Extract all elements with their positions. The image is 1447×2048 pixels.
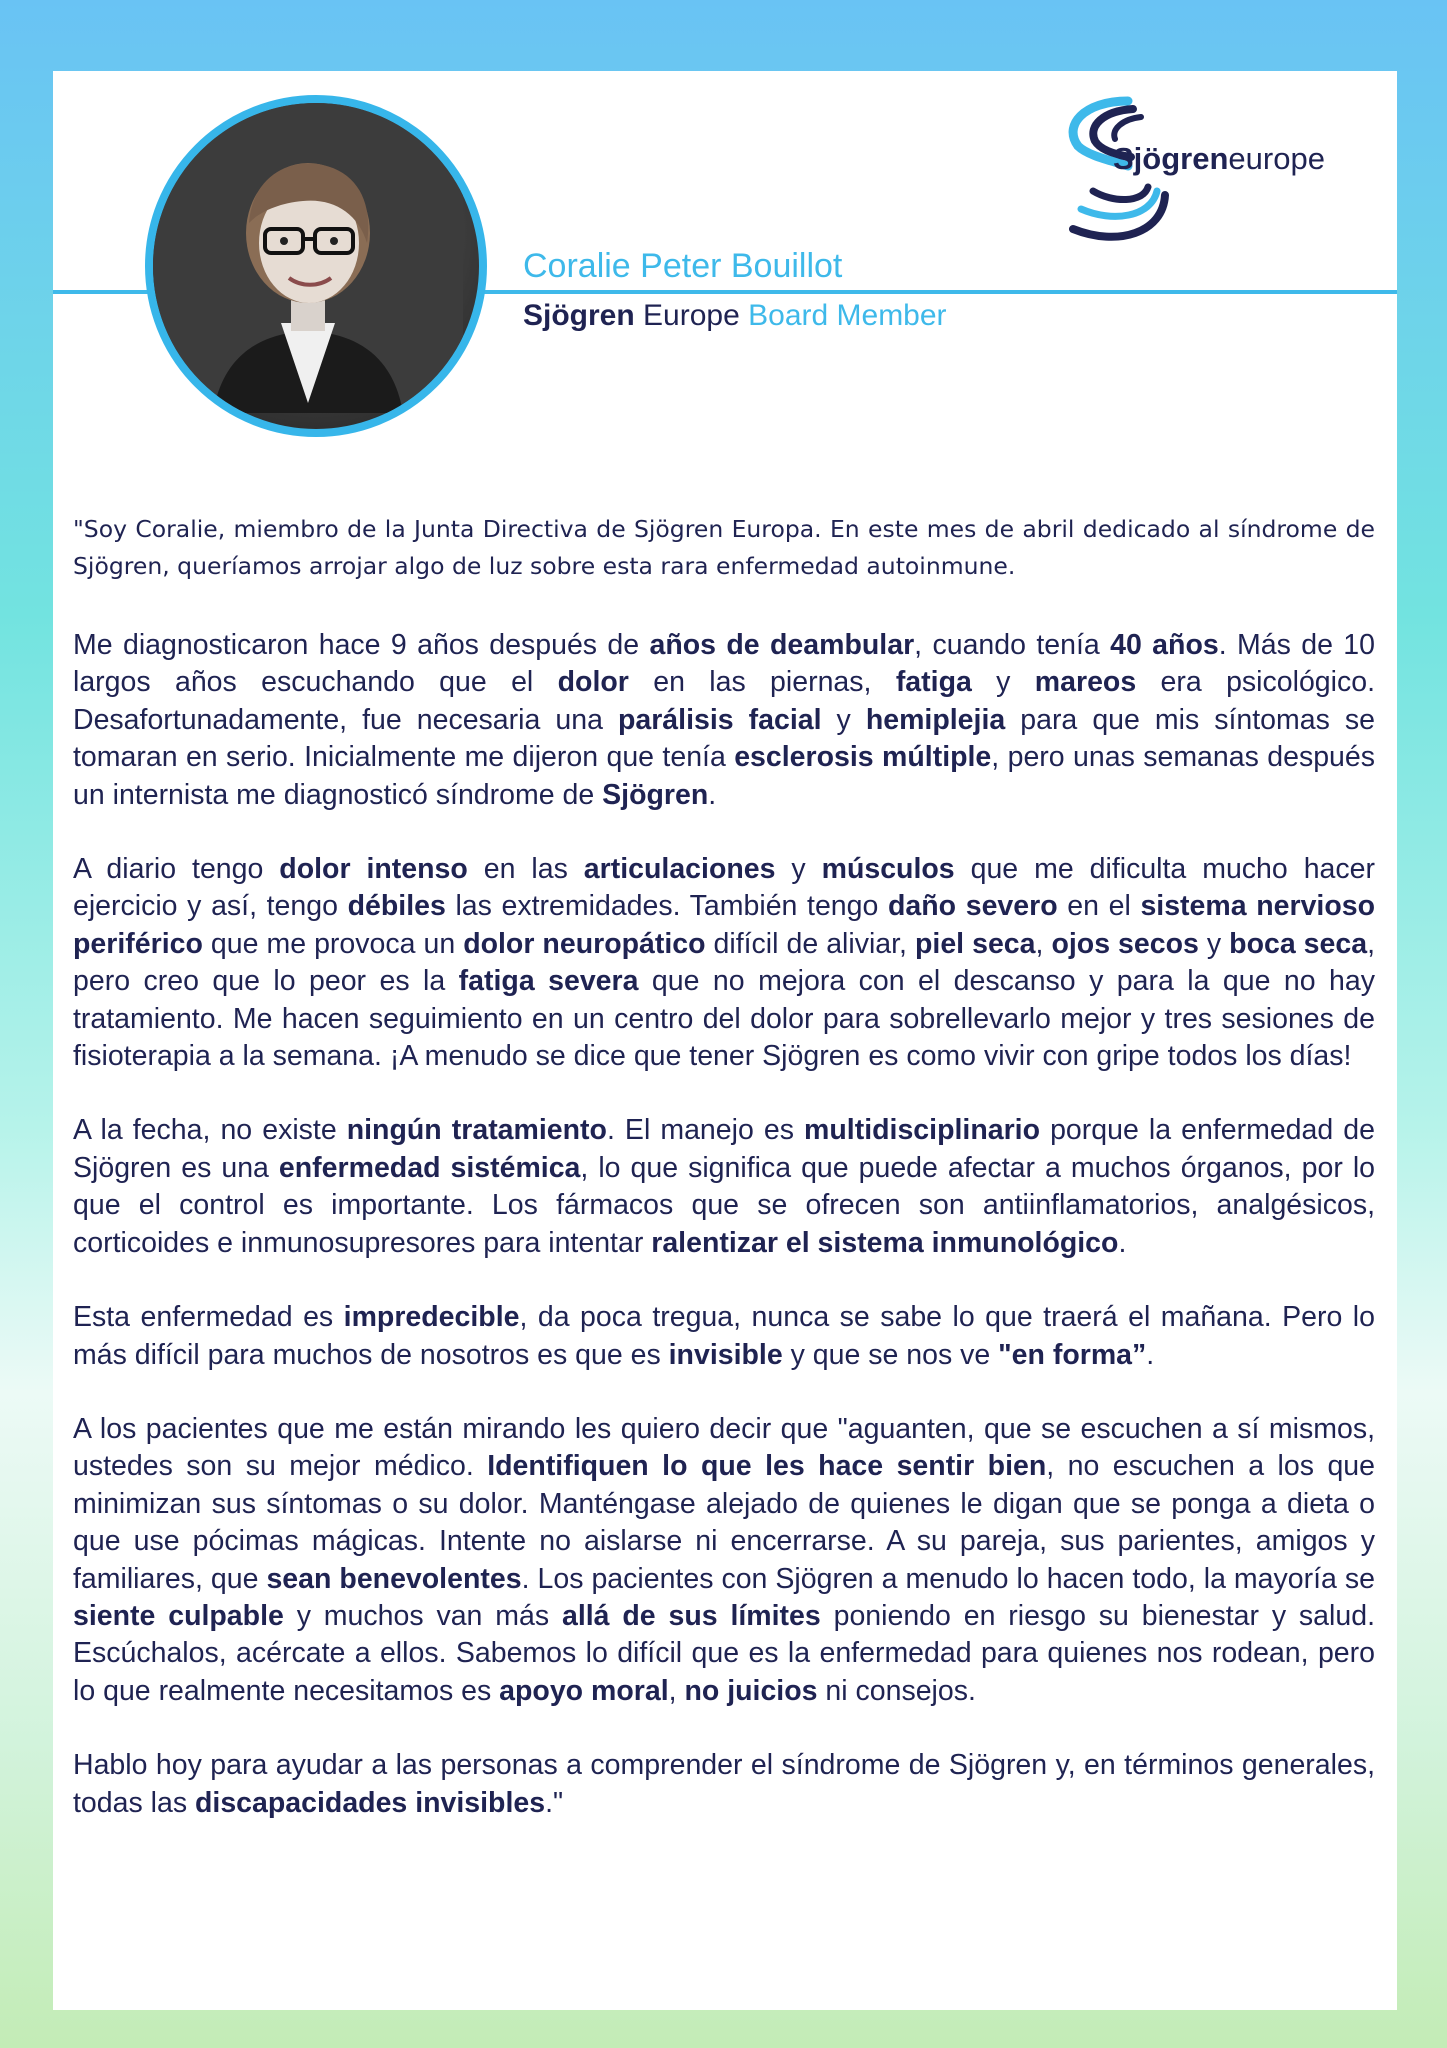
testimonial-body (73, 511, 1375, 1859)
text-run: en las (467, 853, 584, 886)
text-run: . (1118, 1226, 1127, 1259)
bold-text: dolor intenso (279, 853, 468, 886)
body-paragraph (73, 851, 1375, 1075)
paragraphs (73, 627, 1375, 1822)
text-run: y (821, 703, 866, 736)
text-run: porque la enfermedad de Sjögren es una (73, 1114, 1375, 1184)
text-run: . Más de 10 largos años escuchando que el (73, 629, 1376, 699)
text-run: ." (545, 1786, 564, 1819)
text-run: y muchos van más (283, 1599, 562, 1632)
role-org: Sjögren (523, 299, 635, 332)
text-run: . (1146, 1338, 1155, 1371)
text-run: A los pacientes que me están mirando les quiero decir que "aguanten, que se escuchen a sí mismos, ustedes son su mejor médico. (73, 1412, 1375, 1483)
text-run: , da poca tregua, nunca se sabe lo que traerá el mañana. Pero lo más difícil para muchos de nosotros es que es (73, 1301, 1375, 1371)
text-run: Hablo hoy para ayudar a las personas a comprender el síndrome de Sjögren y, en términos generales, todas las (73, 1749, 1375, 1819)
text-run: , cuando tenía (914, 629, 1111, 661)
text-run: era psicológico. Desafortunadamente, fue necesaria una (73, 666, 1375, 736)
bold-text: boca seca (1229, 927, 1368, 960)
bold-text: dolor (557, 666, 629, 699)
bold-text: 40 años (1110, 629, 1219, 661)
body-paragraph (73, 1299, 1375, 1374)
portrait-icon (153, 103, 463, 413)
role-mid: Europe (643, 299, 740, 332)
logo-brand-light: europe (1228, 141, 1325, 176)
body-paragraph (73, 1411, 1375, 1710)
text-run: para que mis síntomas se tomaran en serio. Inicialmente me dijeron que tenía (73, 703, 1375, 774)
bold-text: ralentizar el sistema inmunológico (651, 1226, 1119, 1259)
bold-text: sean benevolentes (266, 1562, 522, 1595)
bold-text: músculos (821, 853, 955, 886)
text-run: Esta enfermedad es (73, 1301, 344, 1334)
bold-text: años de deambular (649, 629, 915, 661)
text-run: difícil de aliviar, (705, 927, 915, 960)
bold-text: Identifiquen lo que les hace sentir bien (487, 1450, 1047, 1483)
text-run: ni consejos. (817, 1674, 976, 1707)
body-paragraph (73, 627, 1375, 814)
text-run: , pero creo que lo peor es la (73, 927, 1376, 998)
text-run: y (775, 853, 822, 886)
bold-text: enfermedad sistémica (278, 1151, 581, 1184)
role-title: Board Member (748, 299, 947, 332)
logo-wordmark (1113, 141, 1325, 177)
bold-text: ningún tratamiento (346, 1114, 607, 1147)
text-run: que me dificulta mucho hacer ejercicio y así, tengo (73, 853, 1375, 923)
text-run: . Los pacientes con Sjögren a menudo lo hacen todo, la mayoría se (521, 1562, 1375, 1595)
text-run: en el (1057, 890, 1141, 923)
person-name: Coralie Peter Bouillot (523, 247, 843, 285)
text-run: , no escuchen a los que minimizan sus síntomas o su dolor. Manténgase alejado de quienes le digan que se ponga a dieta o que use pócimas mágicas. Intente no aislarse ni encerrarse. A su pareja, sus parientes, amigos y familiares, que (73, 1450, 1376, 1595)
text-run: , lo que significa que puede afectar a muchos órganos, por lo que el control es importante. Los fármacos que se ofrecen son antiinflamatorios, analgésicos, corticoides e inmunosupresores para intentar (73, 1151, 1375, 1259)
page-sheet (53, 71, 1397, 2010)
bold-text: parálisis facial (617, 703, 822, 736)
bold-text: dolor neuropático (463, 927, 706, 960)
text-run: y que se nos ve (782, 1338, 999, 1371)
bold-text: "en forma” (998, 1338, 1147, 1371)
text-run: Me diagnosticaron hace 9 años después de (73, 629, 650, 661)
text-run: A diario tengo (73, 853, 280, 886)
bold-text: esclerosis múltiple (734, 741, 992, 774)
bold-text: fatiga severa (458, 965, 639, 998)
bold-text: multidisciplinario (804, 1114, 1040, 1147)
portrait-photo (145, 95, 487, 437)
bold-text: siente culpable (73, 1599, 284, 1632)
bold-text: allá de sus límites (561, 1599, 821, 1632)
intro-paragraph: "Soy Coralie, miembro de la Junta Directiva de Sjögren Europa. En este mes de abril dedicado al síndrome de Sjögren, queríamos arrojar algo de luz sobre esta rara enfermedad autoinmune. (73, 515, 1375, 580)
bold-text: apoyo moral (499, 1674, 669, 1707)
bold-text: mareos (1034, 666, 1137, 699)
text-run: poniendo en riesgo su bienestar y salud. Escúchalos, acércate a ellos. Sabemos lo difícil que es la enfermedad para quienes nos rodean, pero lo que realmente necesitamos es (73, 1599, 1375, 1707)
text-run: y (971, 666, 1035, 699)
text-run: que no mejora con el descanso y para la que no hay tratamiento. Me hacen seguimiento en un centro del dolor para sobrellevarlo mejor y tres sesiones de fisioterapia a la semana. ¡A menudo se dice que tener Sjögren es como vivir con gripe todos los días! (73, 965, 1376, 1073)
bold-text: daño severo (888, 890, 1058, 923)
body-paragraph (73, 1747, 1375, 1822)
bold-text: piel seca (915, 927, 1036, 960)
bold-text: discapacidades invisibles (195, 1786, 546, 1819)
bold-text: ojos secos (1051, 927, 1199, 960)
text-run: , pero unas semanas después un internista me diagnosticó síndrome de (73, 741, 1375, 811)
logo-brand-bold: Sjögren (1113, 141, 1229, 176)
bold-text: fatiga (895, 666, 972, 699)
text-run: en las piernas, (628, 666, 896, 699)
text-run: . (708, 778, 717, 811)
bold-text: hemiplejia (865, 703, 1006, 736)
text-run: y (1198, 927, 1230, 960)
text-run: A la fecha, no existe (73, 1114, 347, 1147)
bold-text: impredecible (343, 1301, 520, 1334)
bold-text: invisible (668, 1338, 783, 1371)
bold-text: no juicios (684, 1674, 818, 1707)
bold-text: sistema nervioso periférico (73, 890, 1376, 960)
text-run: que me provoca un (202, 927, 464, 960)
bold-text: articulaciones (583, 853, 776, 886)
text-run: , (1035, 927, 1052, 960)
text-run: , (668, 1674, 685, 1707)
text-run: . El manejo es (606, 1114, 805, 1147)
text-run: las extremidades. También tengo (445, 890, 888, 923)
bold-text: débiles (347, 890, 446, 923)
person-role (523, 299, 947, 333)
bold-text: Sjögren (602, 778, 709, 811)
body-paragraph (73, 1112, 1375, 1262)
